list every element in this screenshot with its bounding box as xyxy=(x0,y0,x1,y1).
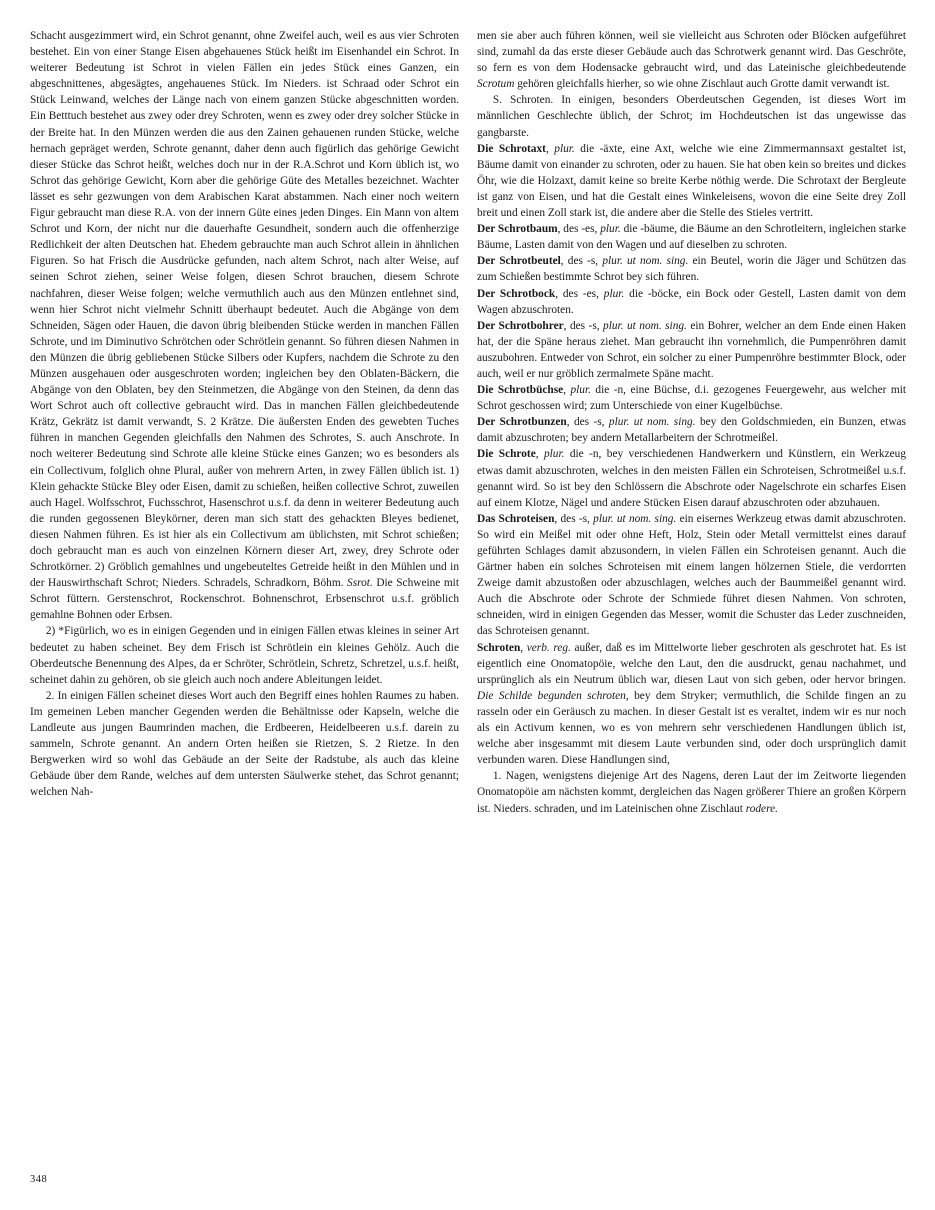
headword: Die Schrotbüchse xyxy=(477,384,564,397)
paragraph-schrot-meanings: Schacht ausgezimmert wird, ein Schrot genannt, ohne Zweifel auch, weil es aus vier Schroten bestehet. Ein von einer Stange Eisen abgehauenes Stück heißt im Eisenhandel ein Schrot. In weiterer Bedeutung ist Schrot in vielen Fällen ein jedes Stück eines Ganzen, ein abgeschnittenes, abgesägtes, angehauenes Stück. Im Nieders. ist Schraad oder Schrot ein Stück Leinwand, welches der Länge nach von einem ganzen Stücke abgeschnitten worden. Ein Betttuch bestehet aus zwey oder drey Schroten, wenn es zwey oder drey solcher Stücke in der Breite hat. In den Münzen werden die aus den Zainen gehauenen runden Stücke, welche hernach gepräget werden, Schrote genannt, daher denn auch figürlich das gehörige Gewicht dieser Stücke das Schrot heißt, welches doch nur in der R.A.Schrot und Korn üblich ist, wo Schrot das gehörige Gewicht, Korn aber die gehörige Güte des Metalles bezeichnet. Wachter lässet es sehr gezwungen von dem Arabischen Karat abstammen. Nach einer noch weitern Figur gebraucht man diese R.A. von der innern Güte eines jeden Dinges. Ein Mann von altem Schrot und Korn, der nicht nur die dauerhafte Gesundheit, sondern auch die offenherzige Redlichkeit der alten Deutschen hat. Ehedem gebrauchte man auch Schrot allein in ähnlichen Figuren. So hat Frisch die Ausdrücke gefunden, nach altem Schrot, nach alter Weise, auf seinen Schrot ziehen, seiner Weise folgen, diesen Schrot brauchen, diesem Schrote nachfahren, dieser Weise folgen; welche vermuthlich auch aus den Münzen entlehnet sind, wenn hier Schrot nicht vielmehr Schnitt überhaupt bedeutet. Auch die Abgänge von dem Schneiden, Sägen oder Hauen, die davon übrig bleibenden Stücke werden in manchen Fällen Schrote, und im Diminutivo Schrötchen oder Schrötlein genannt. So führen diesen Nahmen in den Münzen die übrig gebliebenen Stücke Silbers oder Kupfers, nachdem die Schrote zu den Münzen ausgehauen oder ausgeschroten worden; ingleichen bey den Oblaten-Bäckern, die Abgänge von den Oblaten, bey den Steinmetzen, die Abgänge von den Steinen, da denn das Wort Schrot auch oft collective gebraucht wird. Das in manchen Fällen gleichbedeutende Krätz, Gekrätz ist damit verwandt, S. 2 Krätze. Die äußersten Enden des gewebten Tuches führen in manchen Gegenden gleichfalls den Nahmen des Schrotes, S. auch Anschrote. In noch weiterer Bedeutung sind Schrote alle kleine Stücke eines Ganzen; wo es besonders als ein Collectivum, folglich ohne Plural, außer von mehrern Arten, in zwey Fällen üblich ist. 1) Klein gehackte Stücke Bley oder Eisen, damit zu schießen, heißen collective Schrot, zuweilen auch Hagel. Wolfsschrot, Fuchsschrot, Hasenschrot u.s.f. da denn in weiterer Bedeutung auch die runden gegossenen Bleykörner, deren man sich statt des gehackten Bleyes bedienet, diesen Nahmen führen. Es ist hier als ein Collectivum am üblichsten, mit Schrot schießen; doch gebraucht man es auch von einzelnen Körnern dieser Art, zwey, drey Schrote oder Schrotkörner. 2) Gröblich gemahlnes und ungebeuteltes Getreide heißt in den Mühlen und in der Hauswirthschaft Schrot; Nieders. Schradels, Schradkorn, Böhm. Ssrot. Die Schweine mit Schrot füttern. Gerstenschrot, Rockenschrot. Bohnenschrot, Erbsenschrot u.s.f. gröblich gemahlne Bohnen oder Erbsen. xyxy=(30,30,459,622)
entry-schrotbohrer: Der Schrotbohrer, des -s, plur. ut nom. sing. ein Bohrer, welcher an dem Ende einen Haken hat, der die Späne heraus ziehet. Man gebraucht ihn vornehmlich, die Pumpenröhren damit auszubohren. Entweder von Schrot, ein solcher zu einer Pumpenröhre bestimmter Block, oder auch, weil er nur gröblich zermalmete Späne macht. xyxy=(477,319,906,380)
paragraph-hollow-space: 2. In einigen Fällen scheinet dieses Wort auch den Begriff eines hohlen Raumes zu haben. Im gemeinen Leben mancher Gegenden werden die Behältnisse oder Kapseln, welche die Landleute aus jungen Baumrinden machen, die Erdbeeren, Heidelbeeren u.s.f. darein zu sammeln, Schrote genannt. An andern Orten heißen sie Rietzen, S. 2 Rietze. In den Bergwerken wird so wohl das Gebäude an der Seite der Radstube, als auch das kleine Gebäude über dem Rande, welches auf dem untersten Säulwerke stehet, das Schrot genannt; welchen Nah- xyxy=(30,689,459,799)
entry-schrotbuechse: Die Schrotbüchse, plur. die -n, eine Büchse, d.i. gezogenes Feuergewehr, aus welcher mit Schrot geschossen wird; zum Unterschiede von einer Kugelbüchse. xyxy=(477,384,906,413)
page-number: 348 xyxy=(30,1174,48,1185)
entry-schrotaxt: Die Schrotaxt, plur. die -äxte, eine Axt, welche wie eine Zimmermannsaxt gestaltet ist, Bäume damit von einander zu schroten, oder zu hauen. Sie hat oben kein so breites und dickes Öhr, wie die Holzaxt, damit keine so breite Kerbe nöthig werde. Die Schrotaxt der Bergleute ist ganz von Eisen, und hat die Gestalt eines Winkeleisens, wovon die eine Seite drey Zoll breit und einen Zoll stark ist, die andere aber die Stelle des Stieles vertritt. xyxy=(477,142,906,220)
headword: Der Schrotbunzen xyxy=(477,416,567,429)
headword: Das Schroteisen xyxy=(477,512,555,525)
headword: Der Schrotbeutel xyxy=(477,255,561,268)
headword: Die Schrote xyxy=(477,448,536,461)
entry-schrotbaum: Der Schrotbaum, des -es, plur. die -bäume, die Bäume an den Schrotleitern, ingleichen starke Bäume, Lasten damit von den Wagen und auf dieselben zu schroten. xyxy=(477,223,906,252)
left-column xyxy=(30,28,459,1168)
entry-schrotbunzen: Der Schrotbunzen, des -s, plur. ut nom. sing. bey den Goldschmieden, ein Bunzen, etwas damit abzuschroten; bey andern Metallarbeitern der Schrotmeißel. xyxy=(477,416,906,445)
headword: Der Schrotbaum xyxy=(477,223,558,236)
dictionary-page xyxy=(30,28,907,1168)
entry-schrotbock: Der Schrotbock, des -es, plur. die -böcke, ein Bock oder Gestell, Lasten damit von dem Wagen abzuschroten. xyxy=(477,287,906,316)
paragraph-continuation: men sie aber auch führen können, weil sie vielleicht aus Schroten oder Blöcken aufgeführet sind, zumahl da das erste dieser Gebäude auch das Schrotwerk genannt wird. Das Geschröte, so fern es von dem Hodensacke gebraucht wird, und das Lateinische gleichbedeutende Scrotum gehören gleichfalls hierher, so wie ohne Zischlaut auch Grotte damit verwandt ist. xyxy=(477,30,906,91)
headword: Die Schrotaxt xyxy=(477,142,546,155)
entry-schrotbeutel: Der Schrotbeutel, des -s, plur. ut nom. sing. ein Beutel, worin die Jäger und Schützen das zum Schießen bestimmte Schrot bey sich führen. xyxy=(477,255,907,284)
paragraph-figurative: 2) *Figürlich, wo es in einigen Gegenden und in einigen Fällen etwas kleines in seiner Art bedeutet zu haben scheinet. Bey dem Frisch ist Schrötlein ein kleines Gehölz. Auch die Oberdeutsche Benennung des Alpes, da er Schröter, Schrötlein, Schretz, Schretzel, u.s.f. heißt, scheinet dahin zu gehören, ob sie gleich auch noch andere Ableitungen leidet. xyxy=(30,625,459,686)
paragraph-nagen: 1. Nagen, wenigstens diejenige Art des Nagens, deren Laut der im Zeitworte liegenden Onomatopöie am nächsten kommt, dergleichen das Nagen größerer Thiere an großen Körpern ist. Nieders. schraden, und im Lateinischen ohne Zischlaut rodere. xyxy=(477,770,906,815)
entry-schroten: Schroten, verb. reg. außer, daß es im Mittelworte lieber geschroten als geschrotet hat. Es ist eigentlich eine Onomatopöie, welche den Laut, den die ausdruckt, genau nachahmet, und ursprünglich als ein Neutrum üblich war, diesen Laut von sich geben, oder hervor bringen. Die Schilde begunden schroten, bey dem Stryker; vermuthlich, die Schilde fingen an zu rasseln oder ein Geräusch zu machen. In dieser Gestalt ist es veraltet, indem wir es nur noch als ein Activum kennen, wo es von mehrern sehr verschiedenen Handlungen üblich ist, welche aber insgesammt mit diesem Laute verbunden sind, oder doch ursprünglich damit verbunden waren. Diese Handlungen sind, xyxy=(477,641,906,767)
headword: Der Schrotbohrer xyxy=(477,319,564,332)
headword: Schroten xyxy=(477,641,521,654)
entry-schroteisen: Das Schroteisen, des -s, plur. ut nom. sing. ein eisernes Werkzeug etwas damit abzuschroten. So wird ein Meißel mit oder ohne Heft, Holz, Stein oder Metall vermittelst eines darauf geführten Schlages damit abzusondern, in vielen Fällen ein Schroteisen genannt. Auch die Gärtner haben ein solches Schroteisen mit einem langen hölzernen Stiele, die verdorrten Zweige damit abzustoßen oder abzuschlagen, welches auch der Baummeißel genannt wird. Auch die Abschrote oder Schrote der Schmiede führet diesen Nahmen. Von schroten, schneiden, wird in einigen Gegenden das Messer, womit die Schuster das Leder zuschneiden, das Schroteisen genannt. xyxy=(477,512,907,638)
paragraph-cross-reference: S. Schroten. In einigen, besonders Oberdeutschen Gegenden, ist dieses Wort im männlichen Geschlechte üblich, der Schrot; im Hochdeutschen ist das ungewisse das gangbarste. xyxy=(477,94,906,139)
right-column xyxy=(477,28,906,1168)
entry-schrote: Die Schrote, plur. die -n, bey verschiedenen Handwerkern und Künstlern, ein Werkzeug etwas damit abzuschroten, welches in den meisten Fällen ein Schroteisen, Schrotmeißel u.s.f. genannt wird. So ist bey den Schlössern die Abschrote oder Nagelschrote ein scharfes Eisen auf einem Klotze, Nägel und andere Stücken Eisen darauf abzuschroten oder abzuhauen. xyxy=(477,448,906,509)
headword: Der Schrotbock xyxy=(477,287,556,300)
